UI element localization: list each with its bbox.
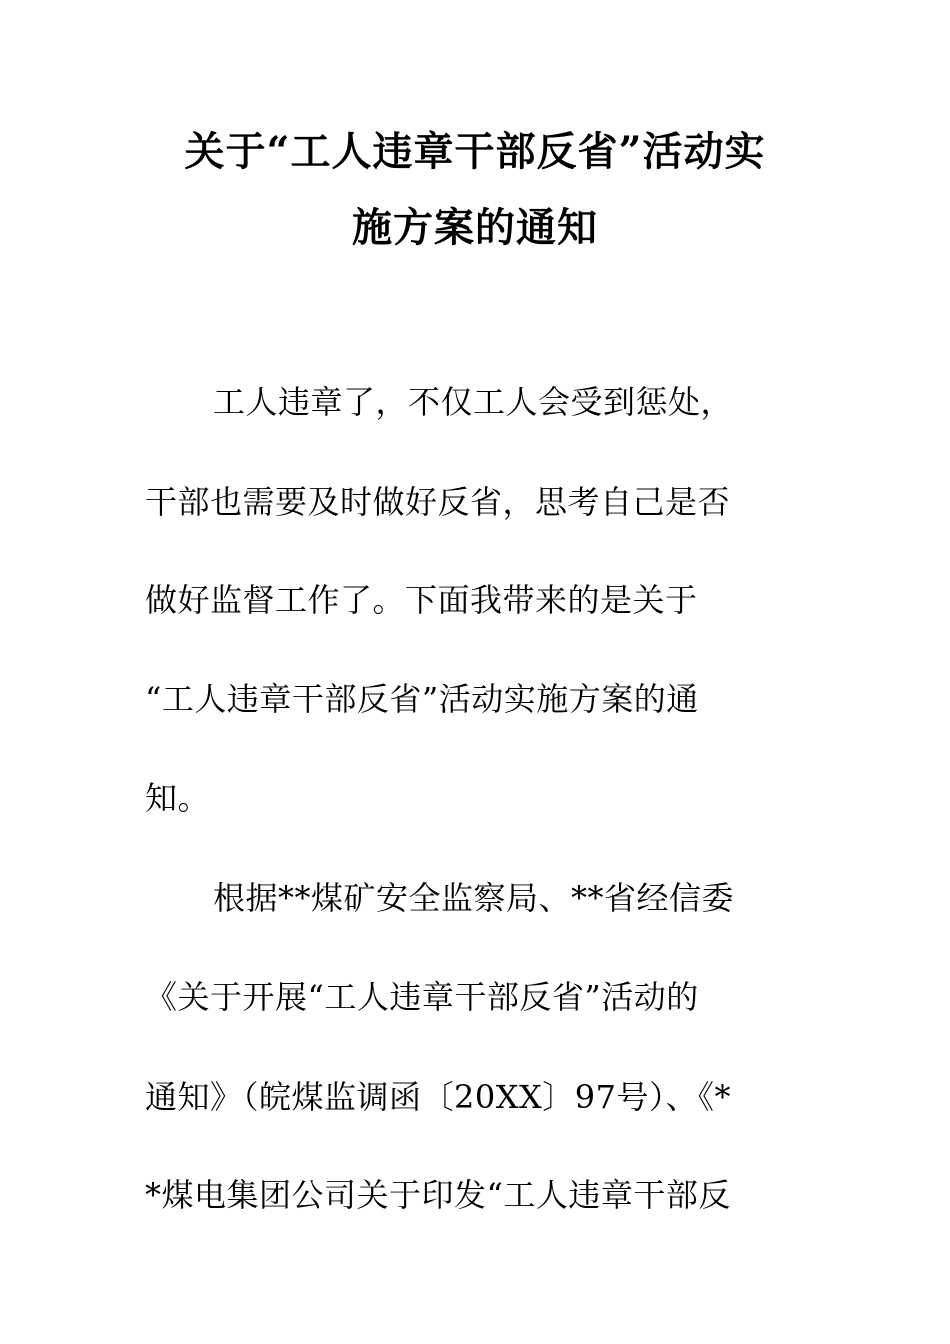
document-title-line-1: 关于“工人违章干部反省”活动实	[184, 128, 766, 175]
paragraph-1-line-5: 知。	[145, 779, 211, 817]
paragraph-2-line-1: 根据**煤矿安全监察局、**省经信委	[213, 879, 735, 917]
paragraph-1-line-1: 工人违章了，不仅工人会受到惩处，	[213, 383, 734, 421]
paragraph-2-line-4: *煤电集团公司关于印发“工人违章干部反	[145, 1176, 731, 1214]
paragraph-1-line-3: 做好监督工作了。下面我带来的是关于	[145, 581, 698, 619]
paragraph-2-line-2: 《关于开展“工人违章干部反省”活动的	[145, 978, 699, 1016]
paragraph-2-line-3: 通知》（皖煤监调函〔20XX〕97号）、《*	[145, 1078, 732, 1116]
paragraph-1-line-2: 干部也需要及时做好反省，思考自己是否	[145, 483, 731, 521]
document-title-line-2: 施方案的通知	[352, 204, 598, 251]
paragraph-1-line-4: “工人违章干部反省”活动实施方案的通	[145, 680, 699, 718]
